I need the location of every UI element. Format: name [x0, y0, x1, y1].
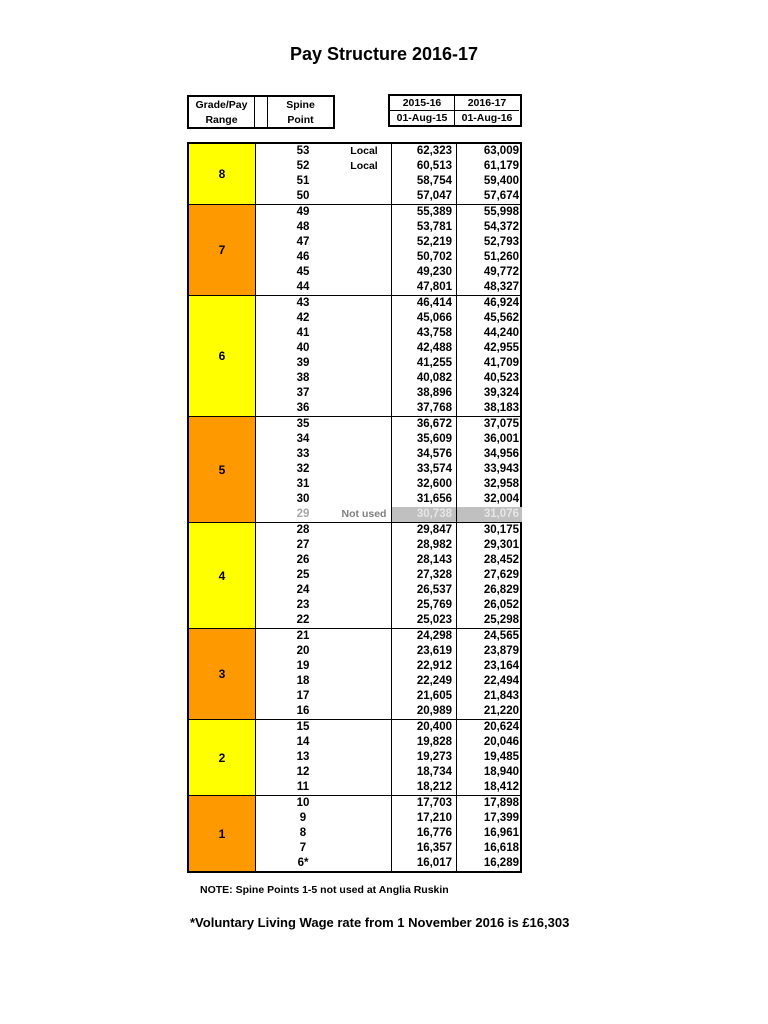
header-spacer: [255, 97, 268, 127]
salary-2015-16: 22,249: [391, 674, 456, 689]
salary-2015-16: 17,703: [391, 796, 456, 811]
salary-2015-16: 16,357: [391, 841, 456, 856]
salary-2016-17: 20,624: [456, 720, 522, 735]
salary-2015-16: 49,230: [391, 265, 456, 280]
table-row: [189, 583, 520, 598]
salary-2016-17: 23,164: [456, 659, 522, 674]
salary-2016-17: 17,898: [456, 796, 522, 811]
header-spine-line1: Spine: [286, 98, 315, 111]
salary-2015-16: 19,828: [391, 735, 456, 750]
table-row: [189, 765, 520, 780]
salary-2016-17: 57,674: [456, 189, 522, 204]
table-row: [189, 447, 520, 462]
table-row: [189, 689, 520, 704]
salary-2015-16: 18,212: [391, 780, 456, 795]
salary-2015-16: 55,389: [391, 205, 456, 220]
salary-2016-17: 25,298: [456, 613, 522, 628]
salary-2015-16: 20,400: [391, 720, 456, 735]
salary-2015-16: 23,619: [391, 644, 456, 659]
row-note: Not used: [341, 508, 387, 520]
salary-2015-16: 16,776: [391, 826, 456, 841]
salary-2016-17: 49,772: [456, 265, 522, 280]
header-spine-line2: Point: [287, 113, 314, 126]
salary-2015-16: 37,768: [391, 401, 456, 416]
salary-2015-16: 18,734: [391, 765, 456, 780]
table-row: [189, 796, 520, 811]
table-row: [189, 189, 520, 204]
grade-band: [189, 144, 520, 204]
table-row: [189, 144, 520, 159]
spine-point: 15: [296, 721, 310, 733]
salary-2016-17: 40,523: [456, 371, 522, 386]
salary-2016-17: 19,485: [456, 750, 522, 765]
table-row: [189, 174, 520, 189]
salary-2015-16: 31,656: [391, 492, 456, 507]
footnote: NOTE: Spine Points 1-5 not used at Anglia Ruskin: [200, 884, 449, 896]
salary-2015-16: 41,255: [391, 356, 456, 371]
table-row: [189, 220, 520, 235]
living-wage-note: *Voluntary Living Wage rate from 1 November 2016 is £16,303: [190, 915, 570, 930]
spine-point: 27: [296, 539, 310, 551]
salary-2016-17: 55,998: [456, 205, 522, 220]
spine-point: 41: [296, 327, 310, 339]
salary-2016-17: 61,179: [456, 159, 522, 174]
header-grade-spine: [187, 95, 335, 129]
spine-point: 34: [296, 433, 310, 445]
spine-point: 25: [296, 569, 310, 581]
table-row: [189, 568, 520, 583]
spine-point: 19: [296, 660, 310, 672]
spine-point: 10: [296, 797, 310, 809]
header-year-2015: 2015-16: [390, 96, 454, 111]
header-spine: [268, 97, 333, 127]
spine-point: 33: [296, 448, 310, 460]
salary-2015-16: 19,273: [391, 750, 456, 765]
salary-2015-16: 30,738: [391, 507, 456, 522]
salary-2016-17: 22,494: [456, 674, 522, 689]
table-row: [189, 553, 520, 568]
table-row: [189, 538, 520, 553]
salary-2015-16: 17,210: [391, 811, 456, 826]
spine-point: 28: [296, 524, 310, 536]
salary-2016-17: 41,709: [456, 356, 522, 371]
spine-point: 44: [296, 281, 310, 293]
table-row: [189, 477, 520, 492]
grade-band: [189, 522, 520, 628]
salary-2016-17: 26,052: [456, 598, 522, 613]
salary-2015-16: 16,017: [391, 856, 456, 871]
salary-2015-16: 45,066: [391, 311, 456, 326]
table-row: [189, 235, 520, 250]
spine-point: 6*: [297, 857, 309, 869]
spine-point: 21: [296, 630, 310, 642]
salary-2016-17: 28,452: [456, 553, 522, 568]
spine-point: 31: [296, 478, 310, 490]
salary-2015-16: 53,781: [391, 220, 456, 235]
table-row: [189, 674, 520, 689]
table-row: [189, 811, 520, 826]
salary-2015-16: 22,912: [391, 659, 456, 674]
salary-2015-16: 29,847: [391, 523, 456, 538]
salary-2016-17: 52,793: [456, 235, 522, 250]
spine-point: 12: [296, 766, 310, 778]
table-row: [189, 704, 520, 719]
spine-point: 8: [299, 827, 307, 839]
table-row: [189, 386, 520, 401]
spine-point: 51: [296, 175, 310, 187]
spine-point: 9: [299, 812, 307, 824]
salary-2016-17: 39,324: [456, 386, 522, 401]
table-row: [189, 296, 520, 311]
salary-2016-17: 17,399: [456, 811, 522, 826]
salary-2015-16: 40,082: [391, 371, 456, 386]
table-row: [189, 780, 520, 795]
salary-2015-16: 57,047: [391, 189, 456, 204]
salary-2015-16: 21,605: [391, 689, 456, 704]
salary-2015-16: 25,023: [391, 613, 456, 628]
salary-2015-16: 28,982: [391, 538, 456, 553]
salary-2015-16: 52,219: [391, 235, 456, 250]
grade-label: 5: [189, 417, 256, 522]
header-year-2016: 2016-17: [455, 96, 519, 111]
table-row: [189, 401, 520, 416]
table-row: [189, 735, 520, 750]
header-col-2015: [390, 96, 455, 125]
spine-point: 14: [296, 736, 310, 748]
salary-2016-17: 18,412: [456, 780, 522, 795]
salary-2015-16: 50,702: [391, 250, 456, 265]
header-col-2016: [455, 96, 519, 125]
table-row: [189, 205, 520, 220]
salary-2016-17: 31,076: [456, 507, 522, 522]
table-row: [189, 311, 520, 326]
spine-point: 11: [296, 781, 310, 793]
spine-point: 30: [296, 493, 310, 505]
spine-point: 43: [296, 297, 310, 309]
salary-2016-17: 16,289: [456, 856, 522, 871]
table-row: [189, 523, 520, 538]
salary-2016-17: 45,562: [456, 311, 522, 326]
page-title: Pay Structure 2016-17: [289, 44, 479, 64]
salary-2015-16: 36,672: [391, 417, 456, 432]
table-row: [189, 841, 520, 856]
table-row: [189, 432, 520, 447]
spine-point: 36: [296, 402, 310, 414]
salary-2016-17: 32,958: [456, 477, 522, 492]
header-grade-line2: Range: [205, 113, 238, 126]
row-note: Local: [350, 160, 378, 172]
spine-point: 48: [296, 221, 310, 233]
salary-2016-17: 24,565: [456, 629, 522, 644]
salary-2016-17: 37,075: [456, 417, 522, 432]
salary-2015-16: 42,488: [391, 341, 456, 356]
salary-2015-16: 46,414: [391, 296, 456, 311]
grade-label: 3: [189, 629, 256, 719]
salary-2016-17: 16,618: [456, 841, 522, 856]
salary-2015-16: 24,298: [391, 629, 456, 644]
grade-label: 6: [189, 296, 256, 416]
pay-table: [187, 142, 522, 873]
salary-2015-16: 20,989: [391, 704, 456, 719]
grade-label: 7: [189, 205, 256, 295]
table-row: [189, 265, 520, 280]
salary-2016-17: 48,327: [456, 280, 522, 295]
table-row: [189, 417, 520, 432]
salary-2016-17: 34,956: [456, 447, 522, 462]
grade-label: 4: [189, 523, 256, 628]
salary-2016-17: 18,940: [456, 765, 522, 780]
salary-2016-17: 29,301: [456, 538, 522, 553]
table-row: [189, 720, 520, 735]
spine-point: 26: [296, 554, 310, 566]
grade-label: 1: [189, 796, 256, 871]
spine-point: 45: [296, 266, 310, 278]
table-row: [189, 280, 520, 295]
header-years: [388, 94, 522, 127]
table-row: [189, 326, 520, 341]
grade-label: 2: [189, 720, 256, 795]
salary-2016-17: 63,009: [456, 144, 522, 159]
table-row: [189, 644, 520, 659]
salary-2015-16: 28,143: [391, 553, 456, 568]
salary-2016-17: 23,879: [456, 644, 522, 659]
table-row: [189, 492, 520, 507]
table-row: [189, 462, 520, 477]
table-row: [189, 598, 520, 613]
spine-point: 47: [296, 236, 310, 248]
salary-2016-17: 38,183: [456, 401, 522, 416]
table-row: [189, 507, 520, 522]
salary-2015-16: 58,754: [391, 174, 456, 189]
table-row: [189, 629, 520, 644]
salary-2015-16: 43,758: [391, 326, 456, 341]
table-row: [189, 659, 520, 674]
salary-2015-16: 62,323: [391, 144, 456, 159]
table-row: [189, 341, 520, 356]
row-note: Local: [350, 145, 378, 157]
salary-2016-17: 27,629: [456, 568, 522, 583]
salary-2015-16: 33,574: [391, 462, 456, 477]
spine-point: 46: [296, 251, 310, 263]
grade-band: [189, 416, 520, 522]
table-row: [189, 826, 520, 841]
salary-2016-17: 33,943: [456, 462, 522, 477]
spine-point: 39: [296, 357, 310, 369]
table-row: [189, 613, 520, 628]
spine-point: 29: [296, 508, 310, 520]
salary-2016-17: 42,955: [456, 341, 522, 356]
salary-2015-16: 32,600: [391, 477, 456, 492]
salary-2015-16: 35,609: [391, 432, 456, 447]
grade-band: [189, 628, 520, 719]
salary-2016-17: 51,260: [456, 250, 522, 265]
salary-2016-17: 32,004: [456, 492, 522, 507]
spine-point: 20: [296, 645, 310, 657]
spine-point: 13: [296, 751, 310, 763]
spine-point: 35: [296, 418, 310, 430]
spine-point: 18: [296, 675, 310, 687]
salary-2015-16: 25,769: [391, 598, 456, 613]
spine-point: 40: [296, 342, 310, 354]
salary-2016-17: 36,001: [456, 432, 522, 447]
grade-band: [189, 795, 520, 871]
spine-point: 37: [296, 387, 310, 399]
salary-2016-17: 59,400: [456, 174, 522, 189]
salary-2016-17: 30,175: [456, 523, 522, 538]
table-row: [189, 159, 520, 174]
salary-2015-16: 34,576: [391, 447, 456, 462]
spine-point: 7: [299, 842, 307, 854]
salary-2015-16: 47,801: [391, 280, 456, 295]
spine-point: 22: [296, 614, 310, 626]
salary-2015-16: 60,513: [391, 159, 456, 174]
salary-2015-16: 26,537: [391, 583, 456, 598]
salary-2016-17: 46,924: [456, 296, 522, 311]
salary-2015-16: 27,328: [391, 568, 456, 583]
salary-2016-17: 21,843: [456, 689, 522, 704]
table-row: [189, 250, 520, 265]
salary-2016-17: 44,240: [456, 326, 522, 341]
header-date-2016: 01-Aug-16: [461, 112, 513, 124]
spine-point: 53: [296, 145, 310, 157]
table-row: [189, 356, 520, 371]
salary-2015-16: 38,896: [391, 386, 456, 401]
header-grade-line1: Grade/Pay: [195, 98, 248, 111]
grade-band: [189, 295, 520, 416]
salary-2016-17: 20,046: [456, 735, 522, 750]
grade-band: [189, 719, 520, 795]
grade-band: [189, 204, 520, 295]
salary-2016-17: 16,961: [456, 826, 522, 841]
table-row: [189, 371, 520, 386]
spine-point: 32: [296, 463, 310, 475]
spine-point: 42: [296, 312, 310, 324]
spine-point: 17: [296, 690, 310, 702]
header-grade: [189, 97, 255, 127]
spine-point: 50: [296, 190, 310, 202]
spine-point: 49: [296, 206, 310, 218]
spine-point: 23: [296, 599, 310, 611]
salary-2016-17: 54,372: [456, 220, 522, 235]
header-date-2015: 01-Aug-15: [396, 112, 448, 124]
table-row: [189, 750, 520, 765]
grade-label: 8: [189, 144, 256, 204]
spine-point: 52: [296, 160, 310, 172]
salary-2016-17: 21,220: [456, 704, 522, 719]
salary-2016-17: 26,829: [456, 583, 522, 598]
table-row: [189, 856, 520, 871]
spine-point: 16: [296, 705, 310, 717]
spine-point: 24: [296, 584, 310, 596]
spine-point: 38: [296, 372, 310, 384]
